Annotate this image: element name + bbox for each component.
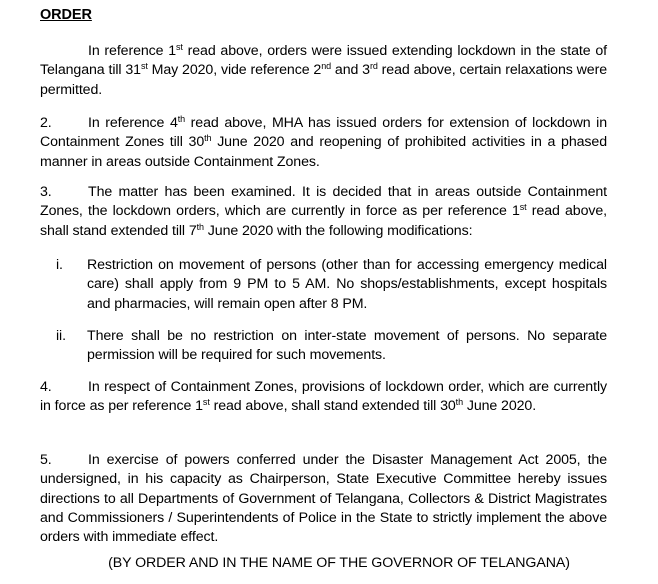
para2-text-3: June 2020 and reopening of prohibited activities in a phased manner in areas outside Containment Zones.: [40, 134, 607, 170]
para1-text-2: read above, orders were issued extending lockdown in the state of Telangana till 31: [40, 43, 607, 79]
paragraph-1: [40, 42, 607, 100]
para2-sup-2: th: [204, 133, 212, 144]
para2-text-2: read above, MHA has issued orders for extension of lockdown in Containment Zones till 30: [40, 115, 607, 151]
para1-sup-2: st: [140, 61, 148, 72]
para3-text-1: The matter has been examined. It is decided that in areas outside Containment Zones, the lockdown orders, which are currently in force as per reference 1: [40, 184, 607, 220]
para1-text-3: May 2020, vide reference 2: [147, 62, 322, 79]
paragraph-5: [40, 451, 607, 547]
para4-text-1: In respect of Containment Zones, provisions of lockdown order, which are currently in force as per reference 1: [40, 379, 607, 415]
list-item-i-number: i.: [56, 257, 63, 273]
para5-number: 5.: [40, 452, 52, 468]
para4-number: 4.: [40, 379, 52, 395]
paragraph-3: [40, 183, 607, 241]
para2-sup-1: th: [177, 114, 186, 124]
authority-footer: (BY ORDER AND IN THE NAME OF THE GOVERNOR OF TELANGANA): [108, 555, 570, 571]
list-item-i: [56, 256, 607, 314]
paragraph-4: [40, 378, 607, 417]
para1-text-4: and 3: [331, 62, 370, 79]
para3-number: 3.: [40, 184, 52, 200]
para4-text-2: read above, shall stand extended till 30: [209, 398, 456, 415]
para1-text-1: In reference 1: [88, 43, 177, 59]
list-item-ii: [56, 327, 607, 366]
list-item-ii-number: ii.: [56, 328, 66, 344]
para3-text-2: read above, shall stand extended till 7: [40, 203, 608, 239]
list-item-i-text: Restriction on movement of persons (other than for accessing emergency medical care) shall apply from 9 PM to 5 AM. No shops/establishments, except hospitals and pharmacies, will remain open after 8 PM.: [87, 257, 607, 312]
para2-text-1: In reference 4: [88, 115, 178, 131]
para3-sup-1: st: [519, 202, 527, 213]
para5-text: In exercise of powers conferred under the Disaster Management Act 2005, the undersigned, in his capacity as Chairperson, State Executive Committee hereby issues directions to all Departments of Government of Telangana, Collectors & District Magistrates and Commissioners / Superintendents of Police in the State to strictly implement the above orders with immediate effect.: [40, 452, 607, 546]
para1-sup-3: nd: [321, 61, 332, 72]
para4-text-3: June 2020.: [462, 398, 537, 415]
paragraph-2: [40, 114, 607, 172]
order-heading: ORDER: [40, 7, 92, 23]
para1-sup-1: st: [176, 42, 183, 52]
para1-sup-4: rd: [369, 61, 378, 72]
para4-sup-2: th: [455, 397, 463, 408]
para3-sup-2: th: [196, 221, 204, 232]
para1-text-5: read above, certain relaxations were permitted.: [40, 62, 607, 98]
para3-text-3: June 2020 with the following modifications:: [203, 222, 473, 239]
para4-sup-1: st: [202, 397, 210, 408]
list-item-ii-text: There shall be no restriction on inter-state movement of persons. No separate permission will be required for such movements.: [87, 328, 607, 364]
para2-number: 2.: [40, 115, 52, 131]
